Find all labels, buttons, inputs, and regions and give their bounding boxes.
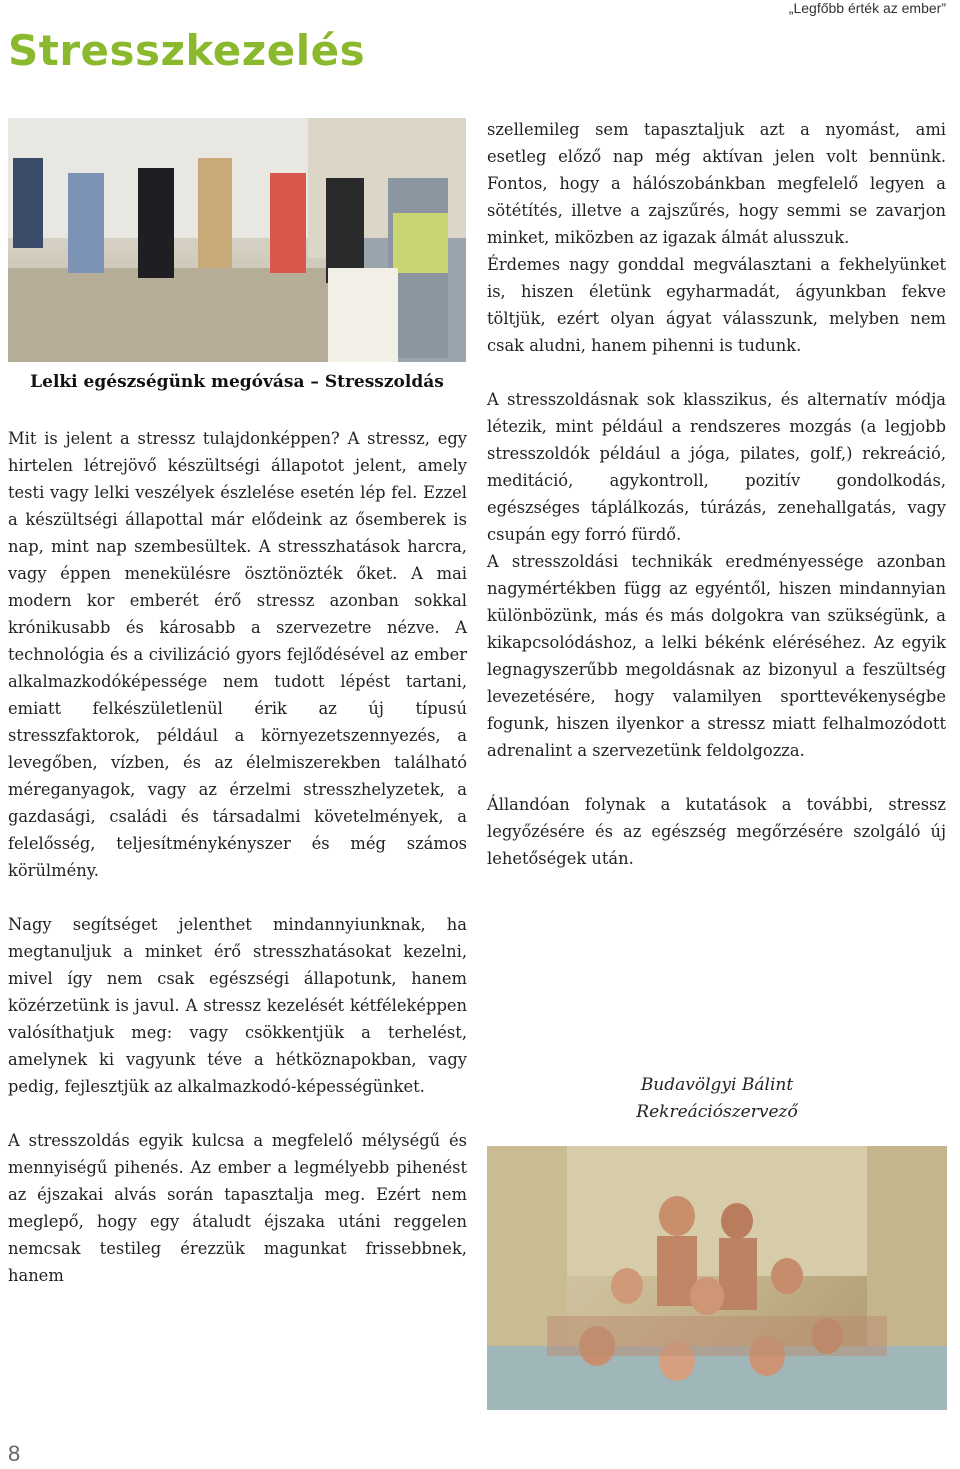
group-sitting-in-circle-photo	[8, 118, 466, 362]
page-number: 8	[8, 1441, 21, 1466]
paragraph: A stresszoldás egyik kulcsa a megfelelő mélységű és mennyiségű pihenés. Az ember a legmélyebb pihenést az éjszakai alvás során tapasztalja meg. Ezért nem meglepő, hogy egy átaludt éjszaka utáni reggelen nemcsak testileg érezzük magunkat frissebbnek, hanem	[8, 1131, 467, 1285]
signature	[487, 1072, 947, 1126]
group-in-pool-photo	[487, 1146, 947, 1410]
paragraph: Érdemes nagy gonddal megválasztani a fekhelyünket is, hiszen életünk egyharmadát, ágyunkban fekve töltjük, ezért olyan ágyat válasszunk, melyben nem csak aludni, hanem pihenni is tudunk.	[487, 255, 946, 355]
paragraph: A stresszoldásnak sok klasszikus, és alternatív módja létezik, mint például a rendszeres mozgás (a legjobb stresszoldók például a jóga, pilates, golf,) rekreáció, meditáció, agykontroll, pozitív gondolkodás, egészséges táplálkozás, túrázás, zenehallgatás, vagy csupán egy forró fürdő.	[487, 390, 946, 544]
paragraph: Nagy segítséget jelenthet mindannyiunknak, ha megtanuljuk a minket érő stresszhatásokat kezelni, mivel így nem csak egészségi állapotunk, hanem közérzetünk is javul. A stressz kezelését kétféleképpen valósíthatjuk meg: vagy csökkentjük a terhelést, amelynek ki vagyunk téve a hétköznapokban, vagy pedig, fejlesztjük az alkalmazkodó-képességünket.	[8, 915, 467, 1096]
right-column	[487, 116, 946, 899]
caption: Lelki egészségünk megóvása – Stresszoldás	[30, 372, 444, 392]
page-title: Stresszkezelés	[8, 26, 366, 75]
paragraph: Állandóan folynak a kutatások a további, stressz legyőzésére és az egészség megőrzésére szolgáló új lehetőségek után.	[487, 795, 946, 868]
author-role: Rekreációszervező	[636, 1102, 798, 1122]
paragraph: Mit is jelent a stressz tulajdonképpen? A stressz, egy hirtelen létrejövő készültségi állapotot jelent, amely testi vagy lelki veszélyek észlelése esetén lép fel. Ezzel a készültségi állapottal már elődeink az ősemberek is nap, mint nap szembesültek. A stresszhatások harcra, vagy éppen menekülésre ösztönözték őket. A mai modern kor emberét érő stressz azonban sokkal krónikusabb és károsabb a szervezetre nézve. A technológia és a civilizáció gyors fejlődésével az ember alkalmazkodóképessége nem tudott lépést tartani, emiatt felkészületlenül érik az új típusú stresszfaktorok, például a környezetszennyezés, a levegőben, vízben, és az élelmiszerekben található méreganyagok, vagy az érzelmi stresszhelyzetek, a gazdasági, családi és társadalmi követelmények, a felelősség, teljesítménykényszer és még számos körülmény.	[8, 429, 467, 880]
paragraph: A stresszoldási technikák eredményessége azonban nagymértékben függ az egyéntől, hiszen mindannyian különbözünk, más és más dolgokra van szükségünk, a kikapcsolódáshoz, a lelki békénk eléréséhez. Az egyik legnagyszerűbb megoldásnak az bizonyul a feszültség levezetésére, hogy valamilyen sporttevékenységbe fogunk, hiszen ilyenkor a stressz miatt felhalmozódott adrenalint a szervezetünk feldolgozza.	[487, 552, 946, 760]
author-name: Budavölgyi Bálint	[640, 1075, 794, 1095]
paragraph: szellemileg sem tapasztaljuk azt a nyomást, ami esetleg előző nap még aktívan jelen volt bennünk. Fontos, hogy a hálószobánkban megfelelő legyen a sötétítés, illetve a zajszűrés, hogy semmi se zavarjon minket, miközben az igazak álmát alusszuk.	[487, 120, 946, 247]
header-quote: „Legfőbb érték az ember”	[788, 0, 946, 16]
left-column	[8, 425, 467, 1316]
